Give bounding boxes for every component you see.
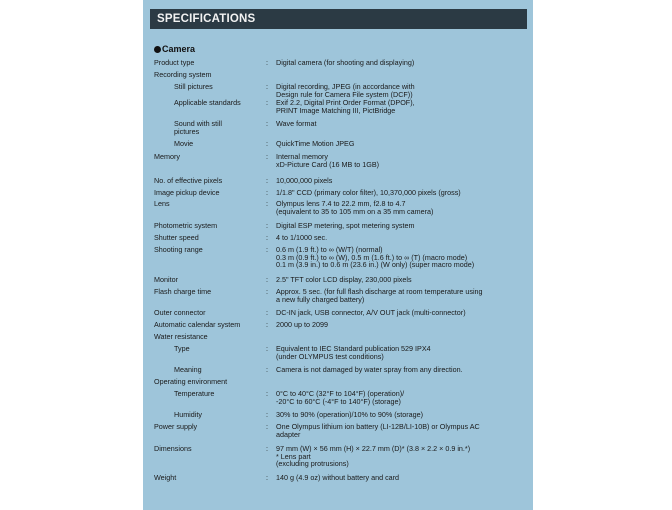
spec-colon: : <box>266 221 268 230</box>
spec-label: Operating environment <box>154 377 228 386</box>
spec-colon: : <box>266 365 268 374</box>
spec-value: (equivalent to 35 to 105 mm on a 35 mm camera) <box>276 206 434 216</box>
spec-label: Automatic calendar system <box>154 320 241 329</box>
spec-colon: : <box>266 199 268 208</box>
spec-colon: : <box>266 473 268 482</box>
spec-value: 1/1.8" CCD (primary color filter), 10,370,000 pixels (gross) <box>276 188 461 197</box>
spec-colon: : <box>266 389 268 398</box>
spec-value: 2000 up to 2099 <box>276 320 328 329</box>
spec-label: Recording system <box>154 70 212 79</box>
spec-value: 2.5" TFT color LCD display, 230,000 pixels <box>276 275 412 284</box>
spec-value: 97 mm (W) × 56 mm (H) × 22.7 mm (D)* (3.8 × 2.2 × 0.9 in.*) <box>276 444 471 453</box>
spec-label: Movie <box>174 139 194 148</box>
spec-colon: : <box>266 82 268 91</box>
spec-colon: : <box>266 119 268 128</box>
bullet-icon <box>154 46 161 53</box>
spec-colon: : <box>266 188 268 197</box>
spec-colon: : <box>266 410 268 419</box>
spec-colon: : <box>266 275 268 284</box>
spec-label: Lens <box>154 199 170 208</box>
spec-value: Exif 2.2, Digital Print Order Format (DPOF), <box>276 98 415 107</box>
spec-label: Humidity <box>174 410 202 419</box>
spec-colon: : <box>266 58 268 67</box>
specifications-banner: SPECIFICATIONS <box>150 9 527 29</box>
spec-value: 0.6 m (1.9 ft.) to ∞ (W/T) (normal) <box>276 245 383 254</box>
spec-colon: : <box>266 176 268 185</box>
spec-value: 30% to 90% (operation)/10% to 90% (storage) <box>276 410 424 419</box>
spec-colon: : <box>266 98 268 107</box>
spec-colon: : <box>266 139 268 148</box>
spec-value: -20°C to 60°C (-4°F to 140°F) (storage) <box>276 396 401 406</box>
spec-value: xD-Picture Card (16 MB to 1GB) <box>276 159 380 169</box>
spec-label: Sound with still pictures <box>174 119 222 136</box>
spec-value: * Lens part <box>276 451 311 461</box>
spec-value: PRINT Image Matching III, PictBridge <box>276 105 396 115</box>
spec-label: Still pictures <box>174 82 213 91</box>
spec-value: 10,000,000 pixels <box>276 176 333 185</box>
spec-value: Wave format <box>276 119 317 128</box>
spec-value: (under OLYMPUS test conditions) <box>276 351 384 361</box>
spec-label: Outer connector <box>154 308 206 317</box>
spec-label: Flash charge time <box>154 287 212 296</box>
spec-label: Temperature <box>174 389 215 398</box>
spec-colon: : <box>266 245 268 254</box>
spec-value: 140 g (4.9 oz) without battery and card <box>276 473 400 482</box>
spec-value: 4 to 1/1000 sec. <box>276 233 328 242</box>
spec-value: Internal memory <box>276 152 328 161</box>
spec-value: DC-IN jack, USB connector, A/V OUT jack (multi-connector) <box>276 308 466 317</box>
spec-value: adapter <box>276 429 301 439</box>
spec-value: One Olympus lithium ion battery (LI-12B/LI-10B) or Olympus AC <box>276 422 480 431</box>
spec-colon: : <box>266 422 268 431</box>
spec-label: Monitor <box>154 275 178 284</box>
spec-label: Applicable standards <box>174 98 241 107</box>
spec-value: Digital recording, JPEG (in accordance with <box>276 82 415 91</box>
spec-label: Dimensions <box>154 444 192 453</box>
spec-label: Water resistance <box>154 332 208 341</box>
spec-value: Design rule for Camera File system (DCF)) <box>276 89 413 99</box>
spec-label: Product type <box>154 58 195 67</box>
spec-value: Digital camera (for shooting and displaying) <box>276 58 415 67</box>
spec-label: Type <box>174 344 190 353</box>
spec-label: Weight <box>154 473 177 482</box>
spec-label: Memory <box>154 152 180 161</box>
spec-value: Camera is not damaged by water spray from any direction. <box>276 365 463 374</box>
section-title <box>154 44 195 54</box>
spec-label: Photometric system <box>154 221 218 230</box>
spec-value: Equivalent to IEC Standard publication 529 IPX4 <box>276 344 431 353</box>
spec-value: 0°C to 40°C (32°F to 104°F) (operation)/ <box>276 389 405 398</box>
spec-label: Power supply <box>154 422 198 431</box>
section-title-text: Camera <box>162 44 196 54</box>
spec-label: Shooting range <box>154 245 203 254</box>
spec-label: Shutter speed <box>154 233 199 242</box>
spec-value: 0.3 m (0.9 ft.) to ∞ (W), 0.5 m (1.6 ft.) to ∞ (T) (macro mode) <box>276 252 468 262</box>
spec-value: (excluding protrusions) <box>276 459 349 469</box>
spec-value: Approx. 5 sec. (for full flash discharge at room temperature using <box>276 287 483 296</box>
spec-label: Meaning <box>174 365 202 374</box>
spec-label: No. of effective pixels <box>154 176 223 185</box>
spec-value: Olympus lens 7.4 to 22.2 mm, f2.8 to 4.7 <box>276 199 406 208</box>
spec-colon: : <box>266 320 268 329</box>
spec-colon: : <box>266 344 268 353</box>
spec-colon: : <box>266 308 268 317</box>
spec-colon: : <box>266 233 268 242</box>
spec-value: Digital ESP metering, spot metering system <box>276 221 415 230</box>
spec-colon: : <box>266 444 268 453</box>
spec-colon: : <box>266 152 268 161</box>
spec-label: Image pickup device <box>154 188 220 197</box>
spec-value: QuickTime Motion JPEG <box>276 139 355 148</box>
spec-colon: : <box>266 287 268 296</box>
spec-value: a new fully charged battery) <box>276 294 365 304</box>
spec-value: 0.1 m (3.9 in.) to 0.6 m (23.6 in.) (W only) (super macro mode) <box>276 260 475 270</box>
